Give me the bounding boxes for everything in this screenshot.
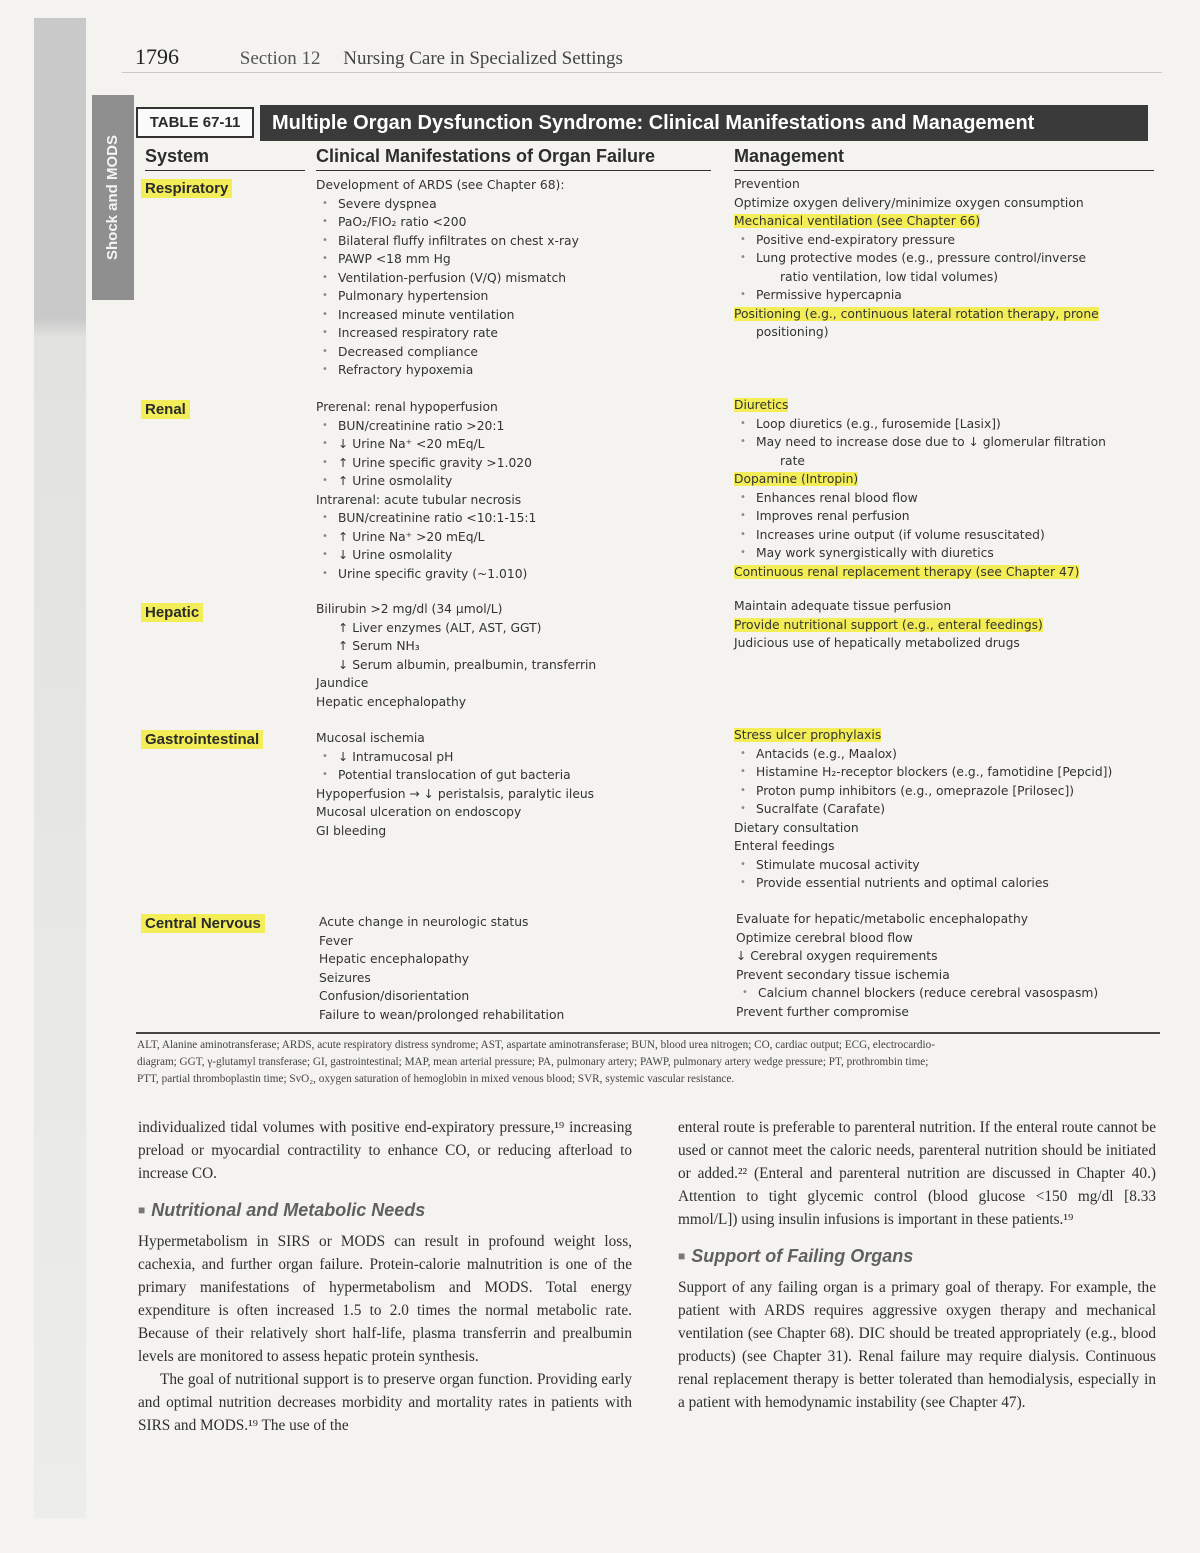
list-item: GI bleeding (316, 823, 387, 838)
management-hepatic (734, 597, 1043, 653)
list-item: • Positive end-expiratory pressure (734, 231, 1099, 250)
list-item: Prerenal: renal hypoperfusion (316, 400, 498, 414)
list-item: Mucosal ischemia (316, 731, 425, 745)
list-item: • Decreased compliance (316, 343, 579, 362)
footnote-line: PTT, partial thromboplastin time; SvO₂, oxygen saturation of hemoglobin in mixed venous blood; SVR, systemic vascular resistance. (137, 1073, 735, 1085)
list-item: • Provide essential nutrients and optimal calories (734, 874, 1112, 893)
page-edge-shadow (34, 18, 86, 1518)
body-column-right (678, 1116, 1156, 1414)
list-item: Hepatic encephalopathy (319, 952, 470, 966)
list-item: • Improves renal perfusion (734, 507, 1106, 526)
list-item: Hepatic encephalopathy (316, 694, 467, 709)
list-item: • Enhances renal blood flow (734, 489, 1106, 508)
footnote-line: diagram; GGT, γ-glutamyl transferase; GI, gastrointestinal; MAP, mean arterial pressure; PA, pulmonary artery; PAWP, pulmonary artery wedge pressure; PT, prothrombin time; (137, 1056, 929, 1068)
list-item: • Lung protective modes (e.g., pressure control/inverse (734, 249, 1099, 268)
section-heading-support: ■ Support of Failing Organs (678, 1246, 914, 1266)
list-item: • Stimulate mucosal activity (734, 856, 1112, 875)
list-item: Mucosal ulceration on endoscopy (316, 805, 522, 819)
manifestations-respiratory (316, 176, 579, 380)
list-item: Development of ARDS (see Chapter 68): (316, 178, 565, 192)
system-gastrointestinal: Gastrointestinal (145, 731, 263, 748)
list-item: • Ventilation-perfusion (V/Q) mismatch (316, 269, 579, 288)
list-item: Bilirubin >2 mg/dl (34 μmol/L) (316, 602, 503, 616)
list-item: • May need to increase dose due to ↓ glomerular filtration (734, 433, 1106, 452)
list-item: ratio ventilation, low tidal volumes) (780, 269, 999, 284)
paragraph: individualized tidal volumes with positive end-expiratory pressure,¹⁹ increasing preload or myocardial contractility to enhance CO, or reducing afterload to increase CO. (138, 1119, 632, 1182)
list-item: Stress ulcer prophylaxis (734, 728, 882, 742)
list-item: rate (780, 453, 805, 468)
section-heading-nutrition: ■ Nutritional and Metabolic Needs (138, 1200, 426, 1220)
manifestations-central-nervous (319, 913, 564, 1024)
list-item: Prevent further compromise (736, 1004, 909, 1019)
list-item: Mechanical ventilation (see Chapter 66) (734, 214, 981, 228)
table-label: TABLE 67-11 (136, 107, 254, 138)
side-tab-label: Shock and MODS (104, 134, 121, 261)
paragraph: Hypermetabolism in SIRS or MODS can result in profound weight loss, cachexia, and further organ failure. Protein-calorie malnutrition is one of the primary manifestations of hypermetabolism and MODS. Total energy expenditure is often increased 1.5 to 2.0 times the normal metabolic rate. Because of their relatively short half-life, plasma transferrin and prealbumin levels are monitored to assess hepatic protein synthesis. (138, 1233, 632, 1365)
list-item: Positioning (e.g., continuous lateral rotation therapy, prone (734, 306, 1099, 321)
list-item: Prevent secondary tissue ischemia (736, 967, 950, 982)
list-item: Provide nutritional support (e.g., enteral feedings) (734, 617, 1043, 632)
paragraph: enteral route is preferable to parenteral nutrition. If the enteral route cannot be used or cannot meet the caloric needs, parenteral nutrition should be initiated or added.²² (Enteral and parenteral nutrition are discussed in Chapter 40.) Attention to tight glycemic control (blood glucose <150 mg/dl [8.33 mmol/L]) using insulin infusions is important in these patients.¹⁹ (678, 1119, 1156, 1228)
square-bullet-icon: ■ (678, 1249, 686, 1263)
list-item: ↓ Cerebral oxygen requirements (736, 949, 938, 963)
list-item: Maintain adequate tissue perfusion (734, 599, 952, 613)
list-item: Dopamine (Intropin) (734, 472, 859, 486)
system-respiratory: Respiratory (145, 180, 232, 197)
list-item: • ↑ Urine Na⁺ >20 mEq/L (316, 528, 536, 547)
list-item: • Increased respiratory rate (316, 324, 579, 343)
list-item: • Sucralfate (Carafate) (734, 800, 1112, 819)
list-item: Hypoperfusion → ↓ peristalsis, paralytic ileus (316, 786, 595, 801)
square-bullet-icon: ■ (138, 1203, 146, 1217)
list-item: • Proton pump inhibitors (e.g., omeprazole [Prilosec]) (734, 782, 1112, 801)
list-item: • Increased minute ventilation (316, 306, 579, 325)
column-header-manifestations: Clinical Manifestations of Organ Failure (316, 146, 656, 166)
list-item: Continuous renal replacement therapy (see Chapter 47) (734, 564, 1080, 579)
management-renal (734, 396, 1106, 581)
list-item: • ↓ Urine osmolality (316, 546, 536, 565)
list-item: Seizures (319, 970, 371, 985)
column-header-management: Management (734, 146, 845, 166)
list-item: Optimize cerebral blood flow (736, 930, 913, 945)
list-item: • PaO₂/FIO₂ ratio <200 (316, 213, 579, 232)
section-label: Section 12 (239, 48, 321, 69)
system-central-nervous: Central Nervous (145, 915, 265, 932)
list-item: Dietary consultation (734, 820, 859, 835)
list-item: Optimize oxygen delivery/minimize oxygen consumption (734, 195, 1084, 210)
list-item: • May work synergistically with diuretics (734, 544, 1106, 563)
list-item: • ↑ Urine specific gravity >1.020 (316, 454, 536, 473)
management-gastrointestinal (734, 726, 1112, 893)
list-item: Failure to wean/prolonged rehabilitation (319, 1007, 565, 1022)
running-head (135, 44, 623, 70)
management-respiratory (734, 175, 1099, 342)
list-item: • ↓ Urine Na⁺ <20 mEq/L (316, 435, 536, 454)
paragraph: Support of any failing organ is a primary goal of therapy. For example, the patient with ARDS requires aggressive oxygen therapy and mechanical ventilation (see Chapter 68). DIC should be treated appropriately (e.g., blood products) (see Chapter 31). Renal failure may require dialysis. Continuous renal replacement therapy is better tolerated than hemodialysis, especially in a patient with hemodynamic instability (see Chapter 47). (678, 1279, 1156, 1411)
list-item: • Increases urine output (if volume resuscitated) (734, 526, 1106, 545)
header-rule (122, 72, 1162, 73)
list-item: Acute change in neurologic status (319, 915, 529, 929)
list-item: • BUN/creatinine ratio <10:1-15:1 (316, 509, 536, 528)
list-item: Intrarenal: acute tubular necrosis (316, 492, 522, 507)
list-item: ↑ Serum NH₃ (338, 639, 420, 653)
section-side-tab (92, 95, 134, 300)
column-rule (734, 170, 1154, 171)
list-item: • Permissive hypercapnia (734, 286, 1099, 305)
system-renal: Renal (145, 401, 190, 418)
column-rule (316, 170, 711, 171)
system-hepatic: Hepatic (145, 604, 203, 621)
list-item: Confusion/disorientation (319, 989, 470, 1003)
body-column-left (138, 1116, 632, 1437)
column-rule (145, 170, 305, 171)
list-item: Prevention (734, 177, 800, 191)
list-item: positioning) (756, 325, 829, 339)
list-item: • Pulmonary hypertension (316, 287, 579, 306)
list-item: • ↑ Urine osmolality (316, 472, 536, 491)
list-item: Fever (319, 933, 353, 948)
list-item: • Loop diuretics (e.g., furosemide [Lasix]) (734, 415, 1106, 434)
list-item: • Calcium channel blockers (reduce cerebral vasospasm) (736, 984, 1098, 1003)
list-item: ↑ Liver enzymes (ALT, AST, GGT) (338, 620, 542, 635)
list-item: • PAWP <18 mm Hg (316, 250, 579, 269)
list-item: Jaundice (316, 676, 369, 690)
footnote-rule (136, 1032, 1160, 1034)
list-item: ↓ Serum albumin, prealbumin, transferrin (338, 657, 597, 672)
section-title: Nursing Care in Specialized Settings (343, 48, 623, 69)
list-item: • Antacids (e.g., Maalox) (734, 745, 1112, 764)
list-item: • Potential translocation of gut bacteria (316, 766, 594, 785)
manifestations-hepatic (316, 600, 596, 711)
table-title: Multiple Organ Dysfunction Syndrome: Clinical Manifestations and Management (260, 105, 1148, 141)
list-item: Judicious use of hepatically metabolized drugs (734, 636, 1020, 650)
list-item: • Bilateral fluffy infiltrates on chest x-ray (316, 232, 579, 251)
list-item: • ↓ Intramucosal pH (316, 748, 594, 767)
footnote-line: ALT, Alanine aminotransferase; ARDS, acute respiratory distress syndrome; AST, aspartate aminotransferase; BUN, blood urea nitrogen; CO, cardiac output; ECG, electrocardio- (137, 1039, 935, 1051)
page-number: 1796 (135, 44, 179, 69)
column-header-system: System (145, 146, 210, 166)
manifestations-gastrointestinal (316, 729, 594, 840)
list-item: • Urine specific gravity (~1.010) (316, 565, 536, 584)
list-item: • Histamine H₂-receptor blockers (e.g., famotidine [Pepcid]) (734, 763, 1112, 782)
list-item: Evaluate for hepatic/metabolic encephalopathy (736, 912, 1029, 926)
paragraph: The goal of nutritional support is to preserve organ function. Providing early and optimal nutrition decreases morbidity and mortality rates in patients with SIRS and MODS.¹⁹ The use of the (138, 1371, 632, 1434)
manifestations-renal (316, 398, 536, 583)
management-central-nervous (736, 910, 1098, 1021)
list-item: • Refractory hypoxemia (316, 361, 579, 380)
table-header (136, 105, 1148, 141)
list-item: Diuretics (734, 398, 789, 412)
table-footnote (137, 1037, 1159, 1088)
list-item: • BUN/creatinine ratio >20:1 (316, 417, 536, 436)
list-item: Enteral feedings (734, 839, 835, 853)
list-item: • Severe dyspnea (316, 195, 579, 214)
